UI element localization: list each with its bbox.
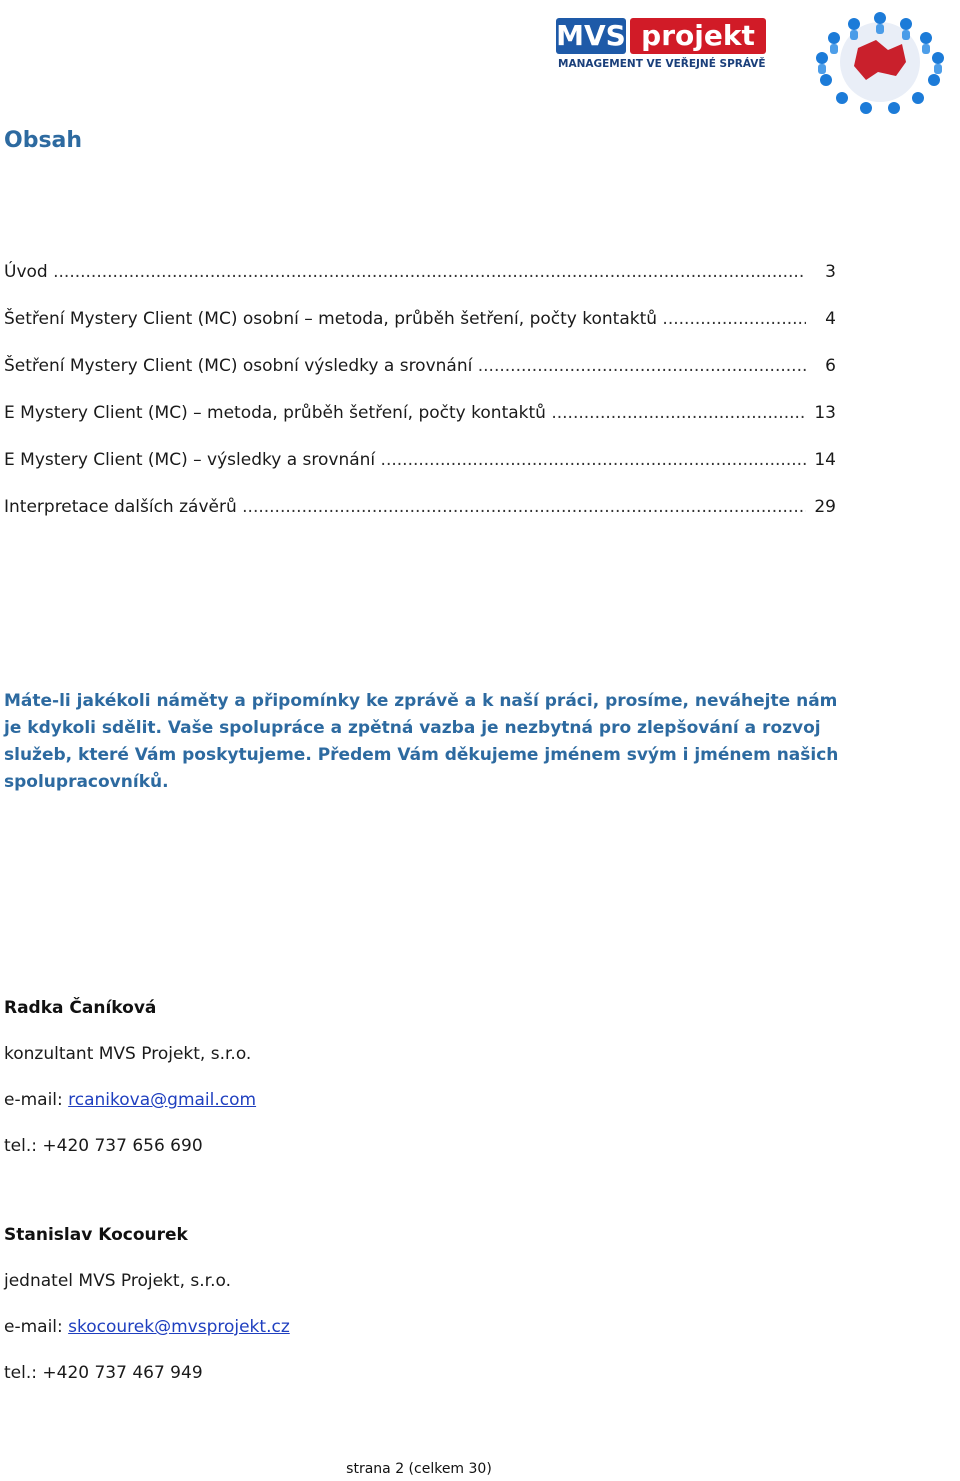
toc-entry-title: Úvod ..... bbox=[4, 256, 806, 288]
contact-phone: tel.: +420 737 656 690 bbox=[4, 1136, 203, 1156]
mvs-projekt-logo bbox=[556, 18, 770, 76]
logo-mvs-box: MVS bbox=[556, 19, 626, 52]
logo-projekt-box: projekt bbox=[630, 18, 766, 54]
toc-entry[interactable] bbox=[4, 491, 836, 538]
contact-block bbox=[4, 1222, 290, 1406]
toc-entry-page: 3 bbox=[825, 262, 836, 282]
contact-email-line bbox=[4, 1087, 256, 1133]
contact-role: konzultant MVS Projekt, s.r.o. bbox=[4, 1044, 252, 1064]
page-title: Obsah bbox=[4, 128, 83, 153]
toc-entry[interactable] bbox=[4, 444, 836, 491]
toc-entry[interactable] bbox=[4, 256, 836, 303]
email-link[interactable]: skocourek@mvsprojekt.cz bbox=[68, 1317, 290, 1337]
logo-tagline: MANAGEMENT VE VEŘEJNÉ SPRÁVĚ bbox=[558, 58, 766, 70]
toc-entry-title: E Mystery Client (MC) – metoda, průběh šetření, počty kontaktů ..... bbox=[4, 397, 806, 429]
contact-role: jednatel MVS Projekt, s.r.o. bbox=[4, 1271, 231, 1291]
page-footer: strana 2 (celkem 30) bbox=[346, 1461, 492, 1477]
toc-entry-title: Šetření Mystery Client (MC) osobní – metoda, průběh šetření, počty kontaktů ..... bbox=[4, 303, 806, 335]
email-label: e-mail: bbox=[4, 1090, 69, 1110]
email-label: e-mail: bbox=[4, 1317, 69, 1337]
contact-block bbox=[4, 995, 256, 1179]
toc-entry-page: 13 bbox=[814, 403, 836, 423]
toc-entry-page: 6 bbox=[825, 356, 836, 376]
toc-entry[interactable] bbox=[4, 303, 836, 350]
toc-entry-page: 29 bbox=[814, 497, 836, 517]
email-link[interactable]: rcanikova@gmail.com bbox=[68, 1090, 257, 1110]
toc-entry[interactable] bbox=[4, 350, 836, 397]
table-of-contents bbox=[4, 256, 836, 538]
toc-entry-page: 14 bbox=[814, 450, 836, 470]
toc-entry[interactable] bbox=[4, 397, 836, 444]
people-globe-icon bbox=[806, 10, 954, 114]
toc-entry-title: Šetření Mystery Client (MC) osobní výsledky a srovnání ..... bbox=[4, 350, 806, 382]
feedback-note: Máte-li jakékoli náměty a připomínky ke zprávě a k naší práci, prosíme, neváhejte nám je kdykoli sdělit. Vaše spolupráce a zpětná vazba je nezbytná pro zlepšování a rozvoj služeb, které Vám poskytujeme. Předem Vám děkujeme jménem svým i jménem našich spolupracovníků. bbox=[4, 691, 839, 792]
toc-entry-title: Interpretace dalších závěrů ..... bbox=[4, 491, 806, 523]
toc-entry-title: E Mystery Client (MC) – výsledky a srovnání ..... bbox=[4, 444, 806, 476]
toc-entry-page: 4 bbox=[825, 309, 836, 329]
contact-email-line bbox=[4, 1314, 290, 1360]
contact-name: Stanislav Kocourek bbox=[4, 1225, 188, 1245]
contact-name: Radka Čaníková bbox=[4, 998, 157, 1018]
contact-phone: tel.: +420 737 467 949 bbox=[4, 1363, 203, 1383]
